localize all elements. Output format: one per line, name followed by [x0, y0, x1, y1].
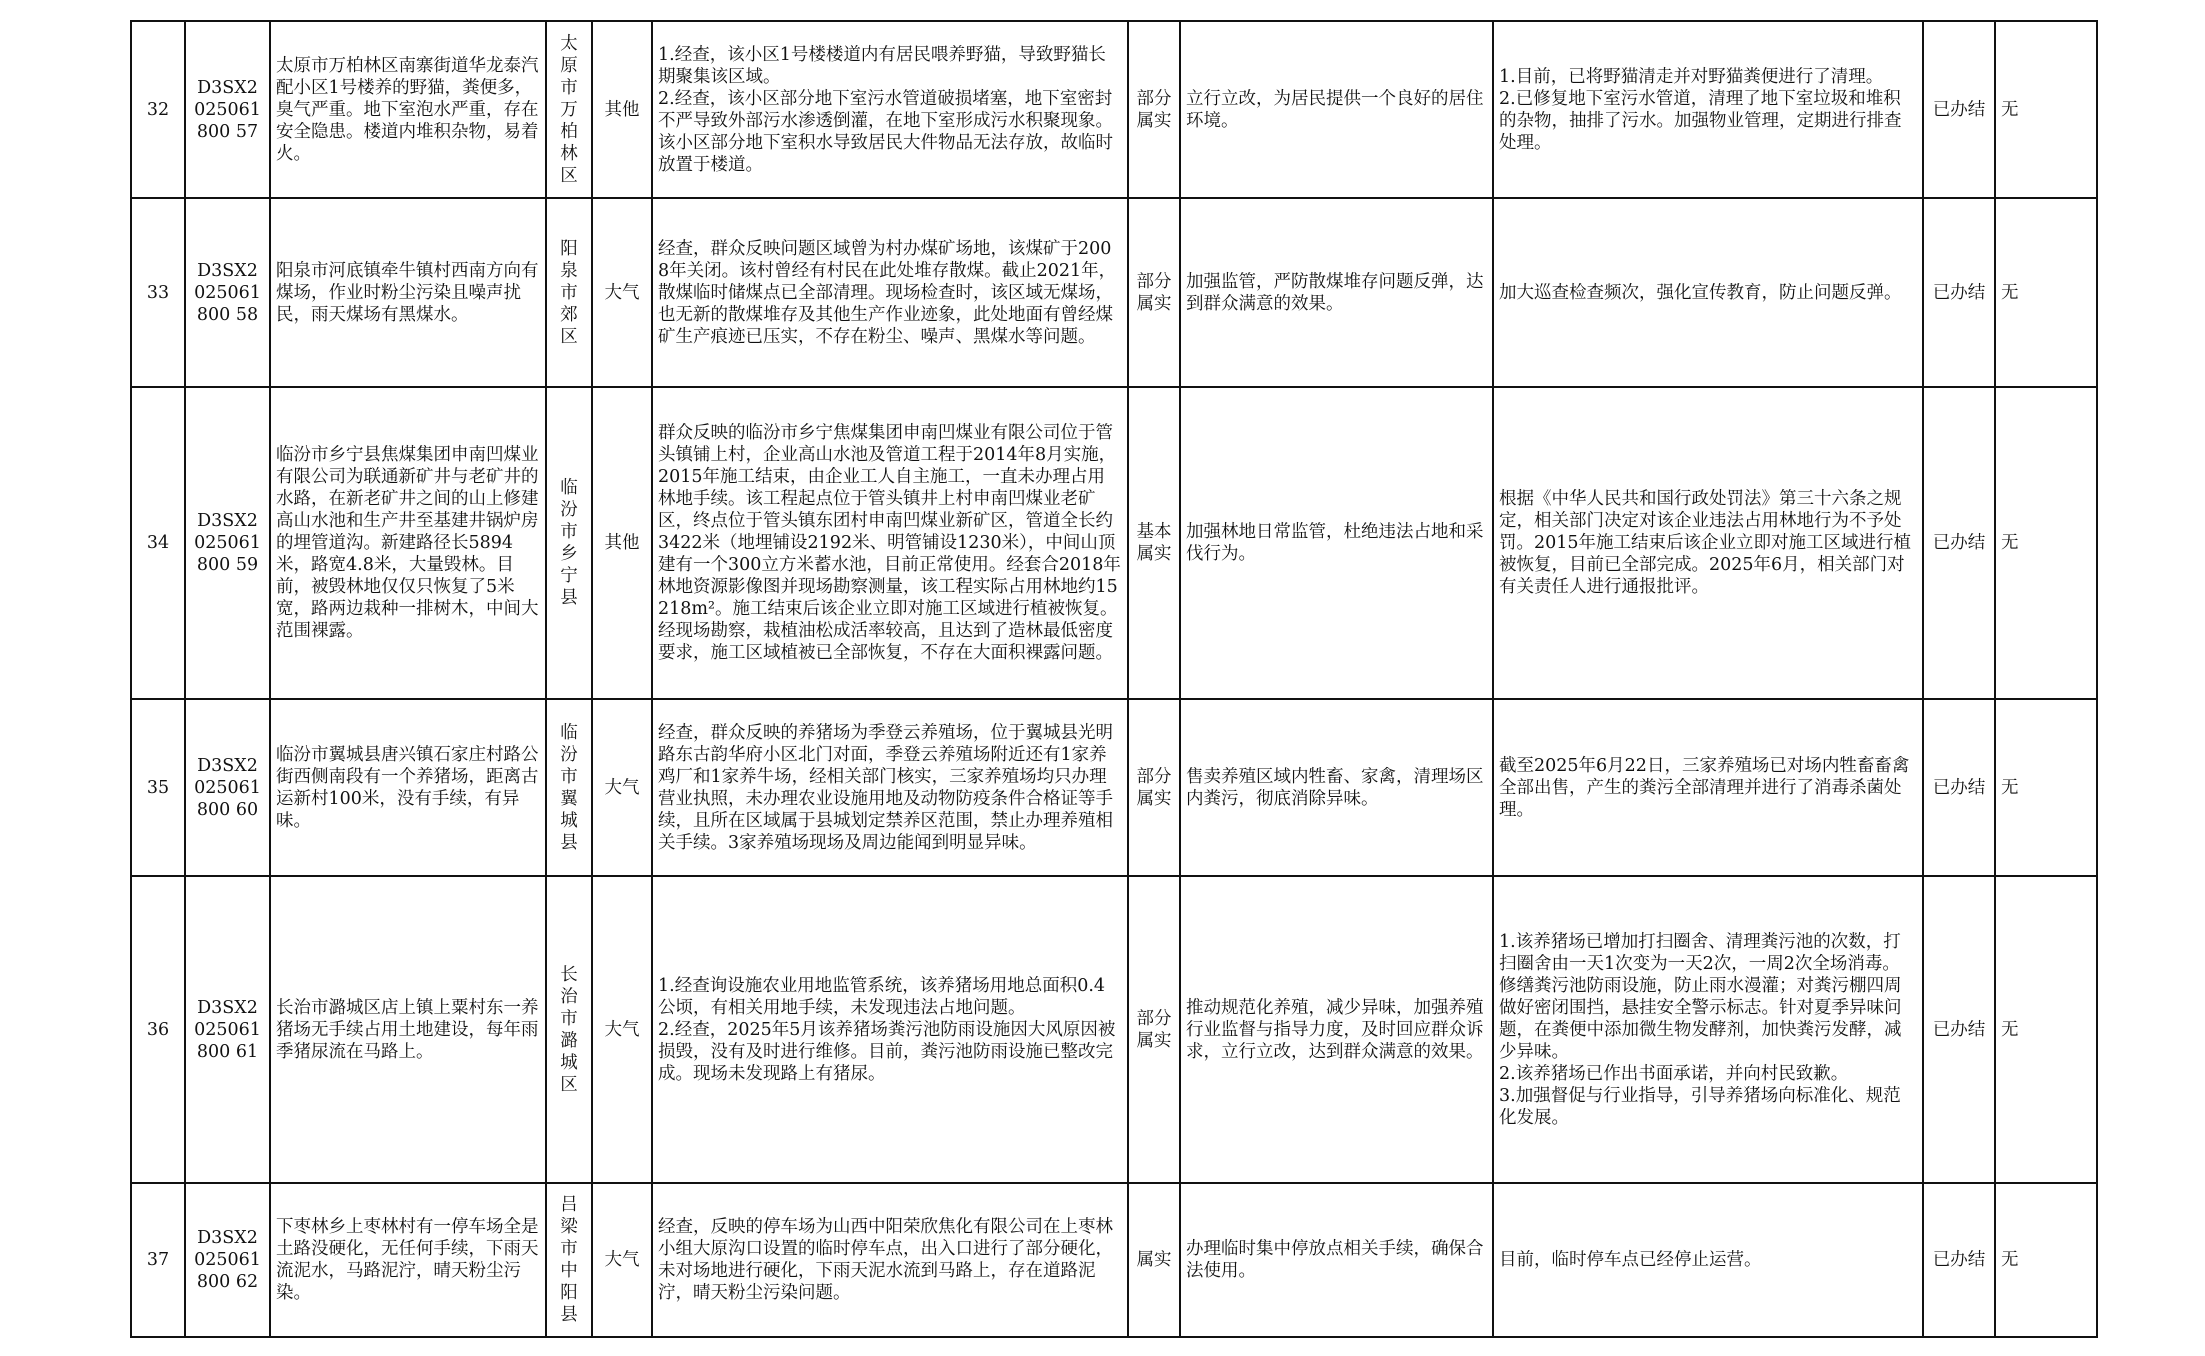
verdict: 部分属实: [1128, 699, 1180, 876]
table-row: [131, 699, 2097, 876]
complaint-text: 太原市万柏林区南寨街道华龙泰汽配小区1号楼养的野猫，粪便多，臭气严重。地下室泡水严重，存在安全隐患。楼道内堆积杂物，易着火。: [270, 21, 546, 198]
status: 已办结: [1923, 699, 1995, 876]
complaint-text: 下枣林乡上枣林村有一停车场全是土路没硬化，无任何手续，下雨天流泥水，马路泥泞，晴天粉尘污染。: [270, 1183, 546, 1337]
case-id: D3SX2025061800 61: [185, 876, 270, 1183]
rectification-actions: 目前，临时停车点已经停止运营。: [1493, 1183, 1923, 1337]
rectification-goal: 办理临时集中停放点相关手续，确保合法使用。: [1180, 1183, 1493, 1337]
investigation-findings: 经查，反映的停车场为山西中阳荣欣焦化有限公司在上枣林小组大原沟口设置的临时停车点，出入口进行了部分硬化，未对场地进行硬化，下雨天泥水流到马路上，存在道路泥泞，晴天粉尘污染问题。: [652, 1183, 1128, 1337]
table-row: [131, 1183, 2097, 1337]
case-id: D3SX2025061800 57: [185, 21, 270, 198]
rectification-actions: 根据《中华人民共和国行政处罚法》第三十六条之规定，相关部门决定对该企业违法占用林地行为不予处罚。2015年施工结束后该企业立即对施工区域进行植被恢复，目前已全部完成。2025年6月，相关部门对有关责任人进行通报批评。: [1493, 387, 1923, 699]
district: 长治市潞城区: [546, 876, 592, 1183]
accountability: 无: [1995, 876, 2097, 1183]
status: 已办结: [1923, 198, 1995, 387]
rectification-actions: 1.目前，已将野猫清走并对野猫粪便进行了清理。 2.已修复地下室污水管道，清理了地下室垃圾和堆积的杂物，抽排了污水。加强物业管理，定期进行排查处理。: [1493, 21, 1923, 198]
investigation-findings: 群众反映的临汾市乡宁焦煤集团申南凹煤业有限公司位于管头镇铺上村，企业高山水池及管道工程于2014年8月实施，2015年施工结束，由企业工人自主施工，一直未办理占用林地手续。该工程起点位于管头镇井上村申南凹煤业老矿区，终点位于管头镇东团村申南凹煤业新矿区，管道全长约3422米（地埋铺设2192米、明管铺设1230米），中间山顶建有一个300立方米蓄水池，目前正常使用。经套合2018年林地资源影像图并现场勘察测量，该工程实际占用林地约15218m²。施工结束后该企业立即对施工区域进行植被恢复。经现场勘察，栽植油松成活率较高，且达到了造林最低密度要求，施工区域植被已全部恢复，不存在大面积裸露问题。: [652, 387, 1128, 699]
complaint-text: 临汾市翼城县唐兴镇石家庄村路公街西侧南段有一个养猪场，距离古运新村100米，没有手续，有异味。: [270, 699, 546, 876]
pollution-category: 大气: [592, 699, 652, 876]
verdict: 部分属实: [1128, 21, 1180, 198]
rectification-goal: 加强监管，严防散煤堆存问题反弹，达到群众满意的效果。: [1180, 198, 1493, 387]
district: 太原市万柏林区: [546, 21, 592, 198]
pollution-category: 其他: [592, 387, 652, 699]
table-row: [131, 198, 2097, 387]
accountability: 无: [1995, 699, 2097, 876]
district: 阳泉市郊区: [546, 198, 592, 387]
accountability: 无: [1995, 1183, 2097, 1337]
investigation-findings: 经查，群众反映问题区域曾为村办煤矿场地，该煤矿于2008年关闭。该村曾经有村民在此处堆存散煤。截止2021年，散煤临时储煤点已全部清理。现场检查时，该区域无煤场，也无新的散煤堆存及其他生产作业迹象，此处地面有曾经煤矿生产痕迹已压实，不存在粉尘、噪声、黑煤水等问题。: [652, 198, 1128, 387]
row-number: 34: [131, 387, 185, 699]
row-number: 33: [131, 198, 185, 387]
status: 已办结: [1923, 21, 1995, 198]
row-number: 35: [131, 699, 185, 876]
pollution-category: 其他: [592, 21, 652, 198]
district: 临汾市乡宁县: [546, 387, 592, 699]
rectification-actions: 加大巡查检查频次，强化宣传教育，防止问题反弹。: [1493, 198, 1923, 387]
pollution-category: 大气: [592, 876, 652, 1183]
complaint-table: [130, 20, 2098, 1338]
row-number: 37: [131, 1183, 185, 1337]
pollution-category: 大气: [592, 198, 652, 387]
complaint-text: 阳泉市河底镇牵牛镇村西南方向有煤场，作业时粉尘污染且噪声扰民，雨天煤场有黑煤水。: [270, 198, 546, 387]
pollution-category: 大气: [592, 1183, 652, 1337]
rectification-goal: 立行立改，为居民提供一个良好的居住环境。: [1180, 21, 1493, 198]
table-row: [131, 876, 2097, 1183]
rectification-goal: 售卖养殖区域内牲畜、家禽，清理场区内粪污，彻底消除异味。: [1180, 699, 1493, 876]
status: 已办结: [1923, 387, 1995, 699]
case-id: D3SX2025061800 58: [185, 198, 270, 387]
row-number: 36: [131, 876, 185, 1183]
case-id: D3SX2025061800 59: [185, 387, 270, 699]
case-id: D3SX2025061800 62: [185, 1183, 270, 1337]
rectification-actions: 截至2025年6月22日，三家养殖场已对场内牲畜畜禽全部出售，产生的粪污全部清理并进行了消毒杀菌处理。: [1493, 699, 1923, 876]
verdict: 基本属实: [1128, 387, 1180, 699]
table-row: [131, 387, 2097, 699]
district: 临汾市翼城县: [546, 699, 592, 876]
status: 已办结: [1923, 876, 1995, 1183]
rectification-actions: 1.该养猪场已增加打扫圈舍、清理粪污池的次数，打扫圈舍由一天1次变为一天2次，一周2次全场消毒。修缮粪污池防雨设施，防止雨水漫灌；对粪污棚四周做好密闭围挡，悬挂安全警示标志。针对夏季异味问题，在粪便中添加微生物发酵剂，加快粪污发酵，减少异味。 2.该养猪场已作出书面承诺，并向村民致歉。 3.加强督促与行业指导，引导养猪场向标准化、规范化发展。: [1493, 876, 1923, 1183]
status: 已办结: [1923, 1183, 1995, 1337]
table-row: [131, 21, 2097, 198]
row-number: 32: [131, 21, 185, 198]
accountability: 无: [1995, 21, 2097, 198]
investigation-findings: 1.经查，该小区1号楼楼道内有居民喂养野猫，导致野猫长期聚集该区域。 2.经查，该小区部分地下室污水管道破损堵塞，地下室密封不严导致外部污水渗透倒灌，在地下室形成污水积聚现象。该小区部分地下室积水导致居民大件物品无法存放，故临时放置于楼道。: [652, 21, 1128, 198]
case-id: D3SX2025061800 60: [185, 699, 270, 876]
rectification-goal: 推动规范化养殖，减少异味，加强养殖行业监督与指导力度，及时回应群众诉求，立行立改，达到群众满意的效果。: [1180, 876, 1493, 1183]
rectification-goal: 加强林地日常监管，杜绝违法占地和采伐行为。: [1180, 387, 1493, 699]
complaint-text: 长治市潞城区店上镇上粟村东一养猪场无手续占用土地建设，每年雨季猪尿流在马路上。: [270, 876, 546, 1183]
district: 吕梁市中阳县: [546, 1183, 592, 1337]
accountability: 无: [1995, 387, 2097, 699]
verdict: 部分属实: [1128, 876, 1180, 1183]
accountability: 无: [1995, 198, 2097, 387]
investigation-findings: 经查，群众反映的养猪场为季登云养殖场，位于翼城县光明路东古韵华府小区北门对面，季登云养殖场附近还有1家养鸡厂和1家养牛场，经相关部门核实，三家养殖场均只办理营业执照，未办理农业设施用地及动物防疫条件合格证等手续，且所在区域属于县城划定禁养区范围，禁止办理养殖相关手续。3家养殖场现场及周边能闻到明显异味。: [652, 699, 1128, 876]
investigation-findings: 1.经查询设施农业用地监管系统，该养猪场用地总面积0.4公顷，有相关用地手续，未发现违法占地问题。 2.经查，2025年5月该养猪场粪污池防雨设施因大风原因被损毁，没有及时进行维修。目前，粪污池防雨设施已整改完成。现场未发现路上有猪尿。: [652, 876, 1128, 1183]
verdict: 属实: [1128, 1183, 1180, 1337]
verdict: 部分属实: [1128, 198, 1180, 387]
complaint-text: 临汾市乡宁县焦煤集团申南凹煤业有限公司为联通新矿井与老矿井的水路，在新老矿井之间的山上修建高山水池和生产井至基建井锅炉房的埋管道沟。新建路径长5894米，路宽4.8米，大量毁林。目前，被毁林地仅仅只恢复了5米宽，路两边栽种一排树木，中间大范围裸露。: [270, 387, 546, 699]
